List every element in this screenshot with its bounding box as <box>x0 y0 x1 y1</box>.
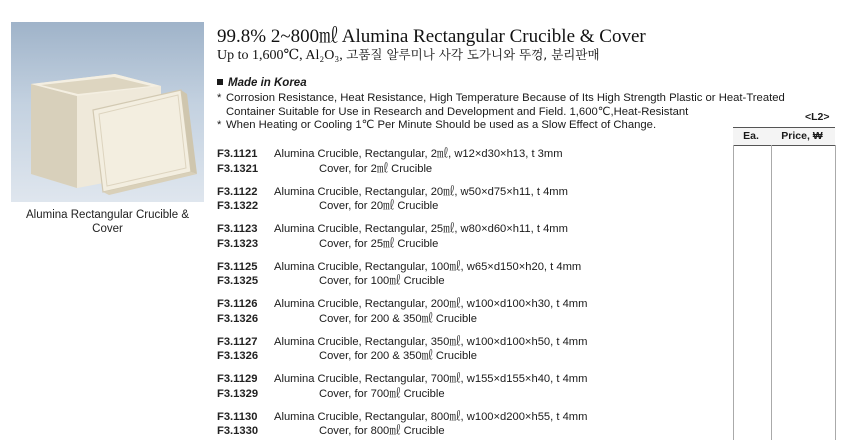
catalog-code: F3.1123 <box>217 223 258 235</box>
crucible-row <box>217 372 722 387</box>
item-description: Alumina Crucible, Rectangular, 2㎖, w12×d30×h13, t 3mm <box>274 148 563 160</box>
item-description: Cover, for 2㎖ Crucible <box>319 162 433 175</box>
catalog-code: F3.1121 <box>217 148 258 160</box>
cover-row <box>217 237 722 252</box>
item-description: Alumina Crucible, Rectangular, 100㎖, w65×d150×h20, t 4mm <box>274 260 582 273</box>
catalog-item <box>217 335 722 364</box>
catalog-item <box>217 222 722 251</box>
square-bullet-icon <box>217 79 223 85</box>
cover-row <box>217 424 722 439</box>
catalog-code: F3.1326 <box>217 350 259 362</box>
photo-caption: Alumina Rectangular Crucible & Cover <box>26 209 189 235</box>
catalog-item <box>217 147 722 176</box>
catalog-code: F3.1322 <box>217 200 259 212</box>
crucible-row <box>217 410 722 425</box>
catalog-code: F3.1122 <box>217 185 258 198</box>
item-description: Alumina Crucible, Rectangular, 25㎖, w80×d60×h11, t 4mm <box>274 223 568 235</box>
cover-row <box>217 199 722 214</box>
product-photo <box>11 22 204 202</box>
item-description: Cover, for 100㎖ Crucible <box>319 275 445 287</box>
item-description: Cover, for 20㎖ Crucible <box>319 200 439 212</box>
catalog-code: F3.1325 <box>217 275 259 287</box>
item-description: Cover, for 700㎖ Crucible <box>319 387 445 400</box>
catalog-code: F3.1125 <box>217 260 258 273</box>
crucible-row <box>217 147 722 162</box>
catalog-code: F3.1326 <box>217 312 259 325</box>
feature-notes <box>217 92 807 133</box>
item-description: Alumina Crucible, Rectangular, 800㎖, w100×d200×h55, t 4mm <box>274 410 588 423</box>
catalog-code: F3.1330 <box>217 425 259 437</box>
item-description: Cover, for 200 & 350㎖ Crucible <box>319 312 477 325</box>
catalog-item <box>217 410 722 439</box>
catalog-item <box>217 297 722 326</box>
catalog-code: F3.1126 <box>217 298 258 310</box>
crucible-row <box>217 260 722 275</box>
item-description: Alumina Crucible, Rectangular, 350㎖, w100×d100×h50, t 4mm <box>274 335 588 348</box>
ea-column-header: Ea. <box>743 130 759 142</box>
price-column-divider <box>771 145 772 440</box>
item-description: Cover, for 200 & 350㎖ Crucible <box>319 350 477 362</box>
note-item: * When Heating or Cooling 1℃ Per Minute Should be used as a Slow Effect of Change. <box>217 119 657 131</box>
cover-row <box>217 312 722 327</box>
catalog-code: F3.1329 <box>217 387 259 400</box>
cover-row <box>217 162 722 177</box>
price-column-divider <box>835 145 836 440</box>
catalog-code: F3.1130 <box>217 410 258 423</box>
item-description: Cover, for 25㎖ Crucible <box>319 237 439 250</box>
item-description: Alumina Crucible, Rectangular, 20㎖, w50×d75×h11, t 4mm <box>274 185 568 198</box>
item-description: Alumina Crucible, Rectangular, 200㎖, w100×d100×h30, t 4mm <box>274 298 588 310</box>
catalog-code: F3.1127 <box>217 335 258 348</box>
catalog-code: F3.1323 <box>217 237 259 250</box>
crucible-illustration <box>11 22 204 202</box>
asterisk-icon: * <box>217 119 222 131</box>
crucible-row <box>217 222 722 237</box>
price-table-header <box>733 127 835 146</box>
crucible-row <box>217 335 722 350</box>
made-in-label: Made in Korea <box>217 77 307 89</box>
item-description: Alumina Crucible, Rectangular, 700㎖, w155×d155×h40, t 4mm <box>274 373 588 385</box>
cover-row <box>217 274 722 289</box>
crucible-row <box>217 297 722 312</box>
subtitle-english: Up to 1,600℃, Al₂O₃, <box>217 48 343 63</box>
catalog-item <box>217 260 722 289</box>
cover-row <box>217 349 722 364</box>
product-title: 99.8% 2~800㎖ Alumina Rectangular Crucible & Cover <box>217 26 646 47</box>
cover-row <box>217 387 722 402</box>
product-subtitle <box>217 45 600 64</box>
catalog-item <box>217 372 722 401</box>
crucible-row <box>217 185 722 200</box>
note-item: * Corrosion Resistance, Heat Resistance, High Temperature Because of Its High Strength Plastic or Heat-Treated Container Suitable for Use in Research and Development and Field. 1,600℃,Heat-Resistant <box>217 92 785 118</box>
price-column-header: Price, ₩ <box>781 130 823 142</box>
price-column-divider <box>733 145 734 440</box>
item-description: Cover, for 800㎖ Crucible <box>319 425 445 437</box>
subtitle-korean: 고품질 알루미나 사각 도가니와 뚜껑, 분리판매 <box>346 47 600 62</box>
price-level-label: <L2> <box>805 111 830 123</box>
catalog-list <box>217 147 722 447</box>
asterisk-icon: * <box>217 92 222 104</box>
catalog-item <box>217 185 722 214</box>
catalog-code: F3.1321 <box>217 162 259 175</box>
catalog-code: F3.1129 <box>217 373 258 385</box>
